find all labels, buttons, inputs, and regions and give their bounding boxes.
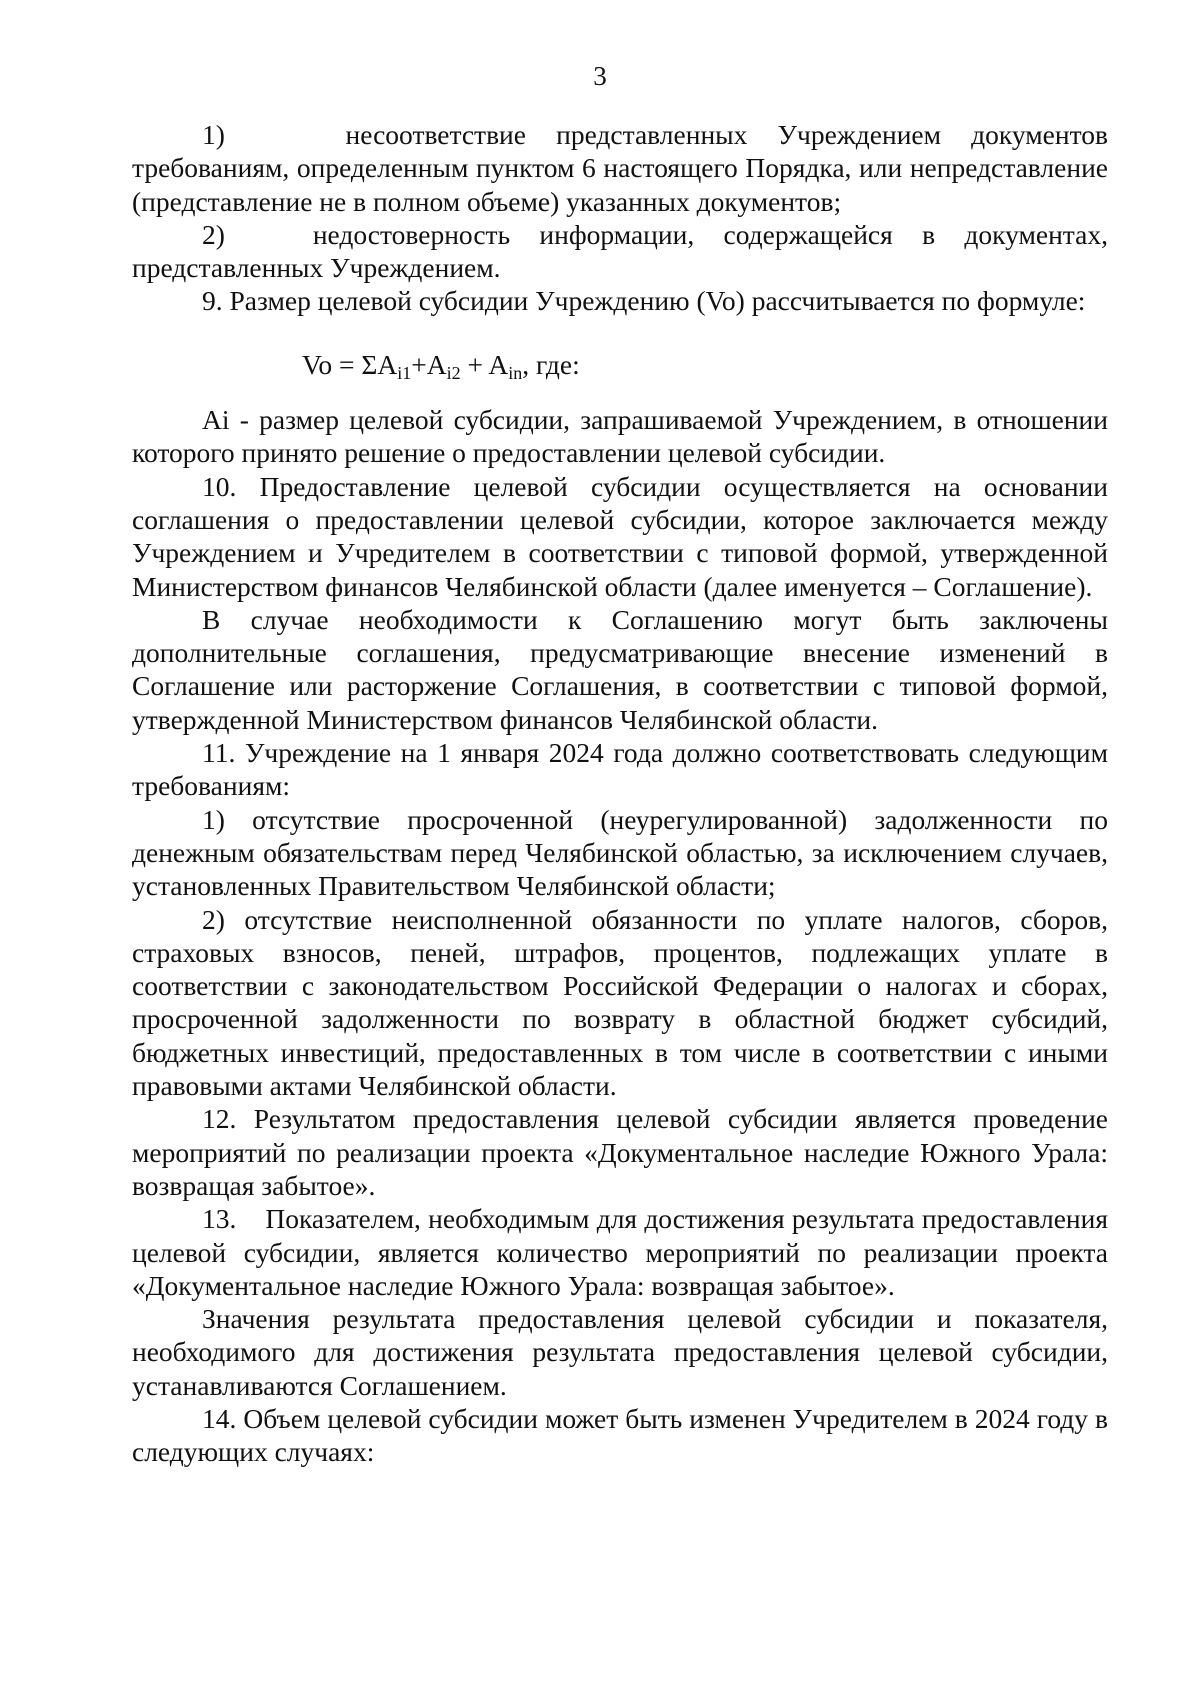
paragraph-9: 9. Размер целевой субсидии Учреждению (Vo) рассчитывается по формуле: [202, 285, 1086, 317]
formula-plus-2: + A [460, 348, 509, 380]
paragraph-values: Значения результата предоставления целевой субсидии и показателя, необходимого для достижения результата предоставления целевой субсидии, устанавливаются Соглашением. [132, 1303, 1108, 1401]
formula-lhs: Vo = ΣA [302, 348, 398, 380]
paragraph-11-item-1: 1) отсутствие просроченной (неурегулированной) задолженности по денежным обязательствам перед Челябинской областью, за исключением случаев, установленных Правительством Челябинской области; [132, 803, 1108, 902]
formula-plus-1: +A [411, 348, 447, 380]
formula [132, 348, 1108, 381]
paragraph-13: 13. Показателем, необходимым для достижения результата предоставления целевой субсидии, является количество мероприятий по реализации проекта «Документальное наследие Южного Урала: возвращая забытое». [132, 1203, 1108, 1301]
paragraph-14: 14. Объем целевой субсидии может быть изменен Учредителем в 2024 году в следующих случаях: [132, 1402, 1108, 1468]
document-body [132, 118, 1108, 1469]
paragraph-12: 12. Результатом предоставления целевой субсидии является проведение мероприятий по реализации проекта «Документальное наследие Южного Урала: возвращая забытое». [132, 1103, 1108, 1201]
paragraph-additional-agreements: В случае необходимости к Соглашению могут быть заключены дополнительные соглашения, предусматривающие внесение изменений в Соглашение или расторжение Соглашения, в соответствии с типовой формой, утвержденной Министерством финансов Челябинской области. [132, 603, 1108, 735]
formula-sub-3: in [508, 362, 523, 383]
paragraph-10: 10. Предоставление целевой субсидии осуществляется на основании соглашения о предоставлении целевой субсидии, которое заключается между Учреждением и Учредителем в соответствии с типовой формой, утвержденной Министерством финансов Челябинской области (далее именуется – Соглашение). [132, 470, 1108, 602]
paragraph-11: 11. Учреждение на 1 января 2024 года должно соответствовать следующим требованиям: [132, 737, 1108, 802]
paragraph-ai-definition: Ai - размер целевой субсидии, запрашиваемой Учреждением, в отношении которого принято решение о предоставлении целевой субсидии. [132, 404, 1108, 469]
formula-sub-2: i2 [446, 362, 461, 383]
page-number: 3 [593, 61, 607, 91]
formula-sub-1: i1 [397, 362, 412, 383]
formula-tail: , где: [522, 348, 580, 380]
paragraph-11-item-2: 2) отсутствие неисполненной обязанности по уплате налогов, сборов, страховых взносов, пеней, штрафов, процентов, подлежащих уплате в соответствии с законодательством Российской Федерации о налогах и сборах, просроченной задолженности по возврату в областной бюджет субсидий, бюджетных инвестиций, предоставленных в том числе в соответствии с иными правовыми актами Челябинской области. [132, 903, 1108, 1102]
paragraph-item-2: 2) недостоверность информации, содержащейся в документах, представленных Учреждением. [132, 218, 1108, 284]
paragraph-item-1: 1) несоответствие представленных Учреждением документов требованиям, определенным пунктом 6 настоящего Порядка, или непредставление (представление не в полном объеме) указанных документов; [132, 119, 1108, 217]
